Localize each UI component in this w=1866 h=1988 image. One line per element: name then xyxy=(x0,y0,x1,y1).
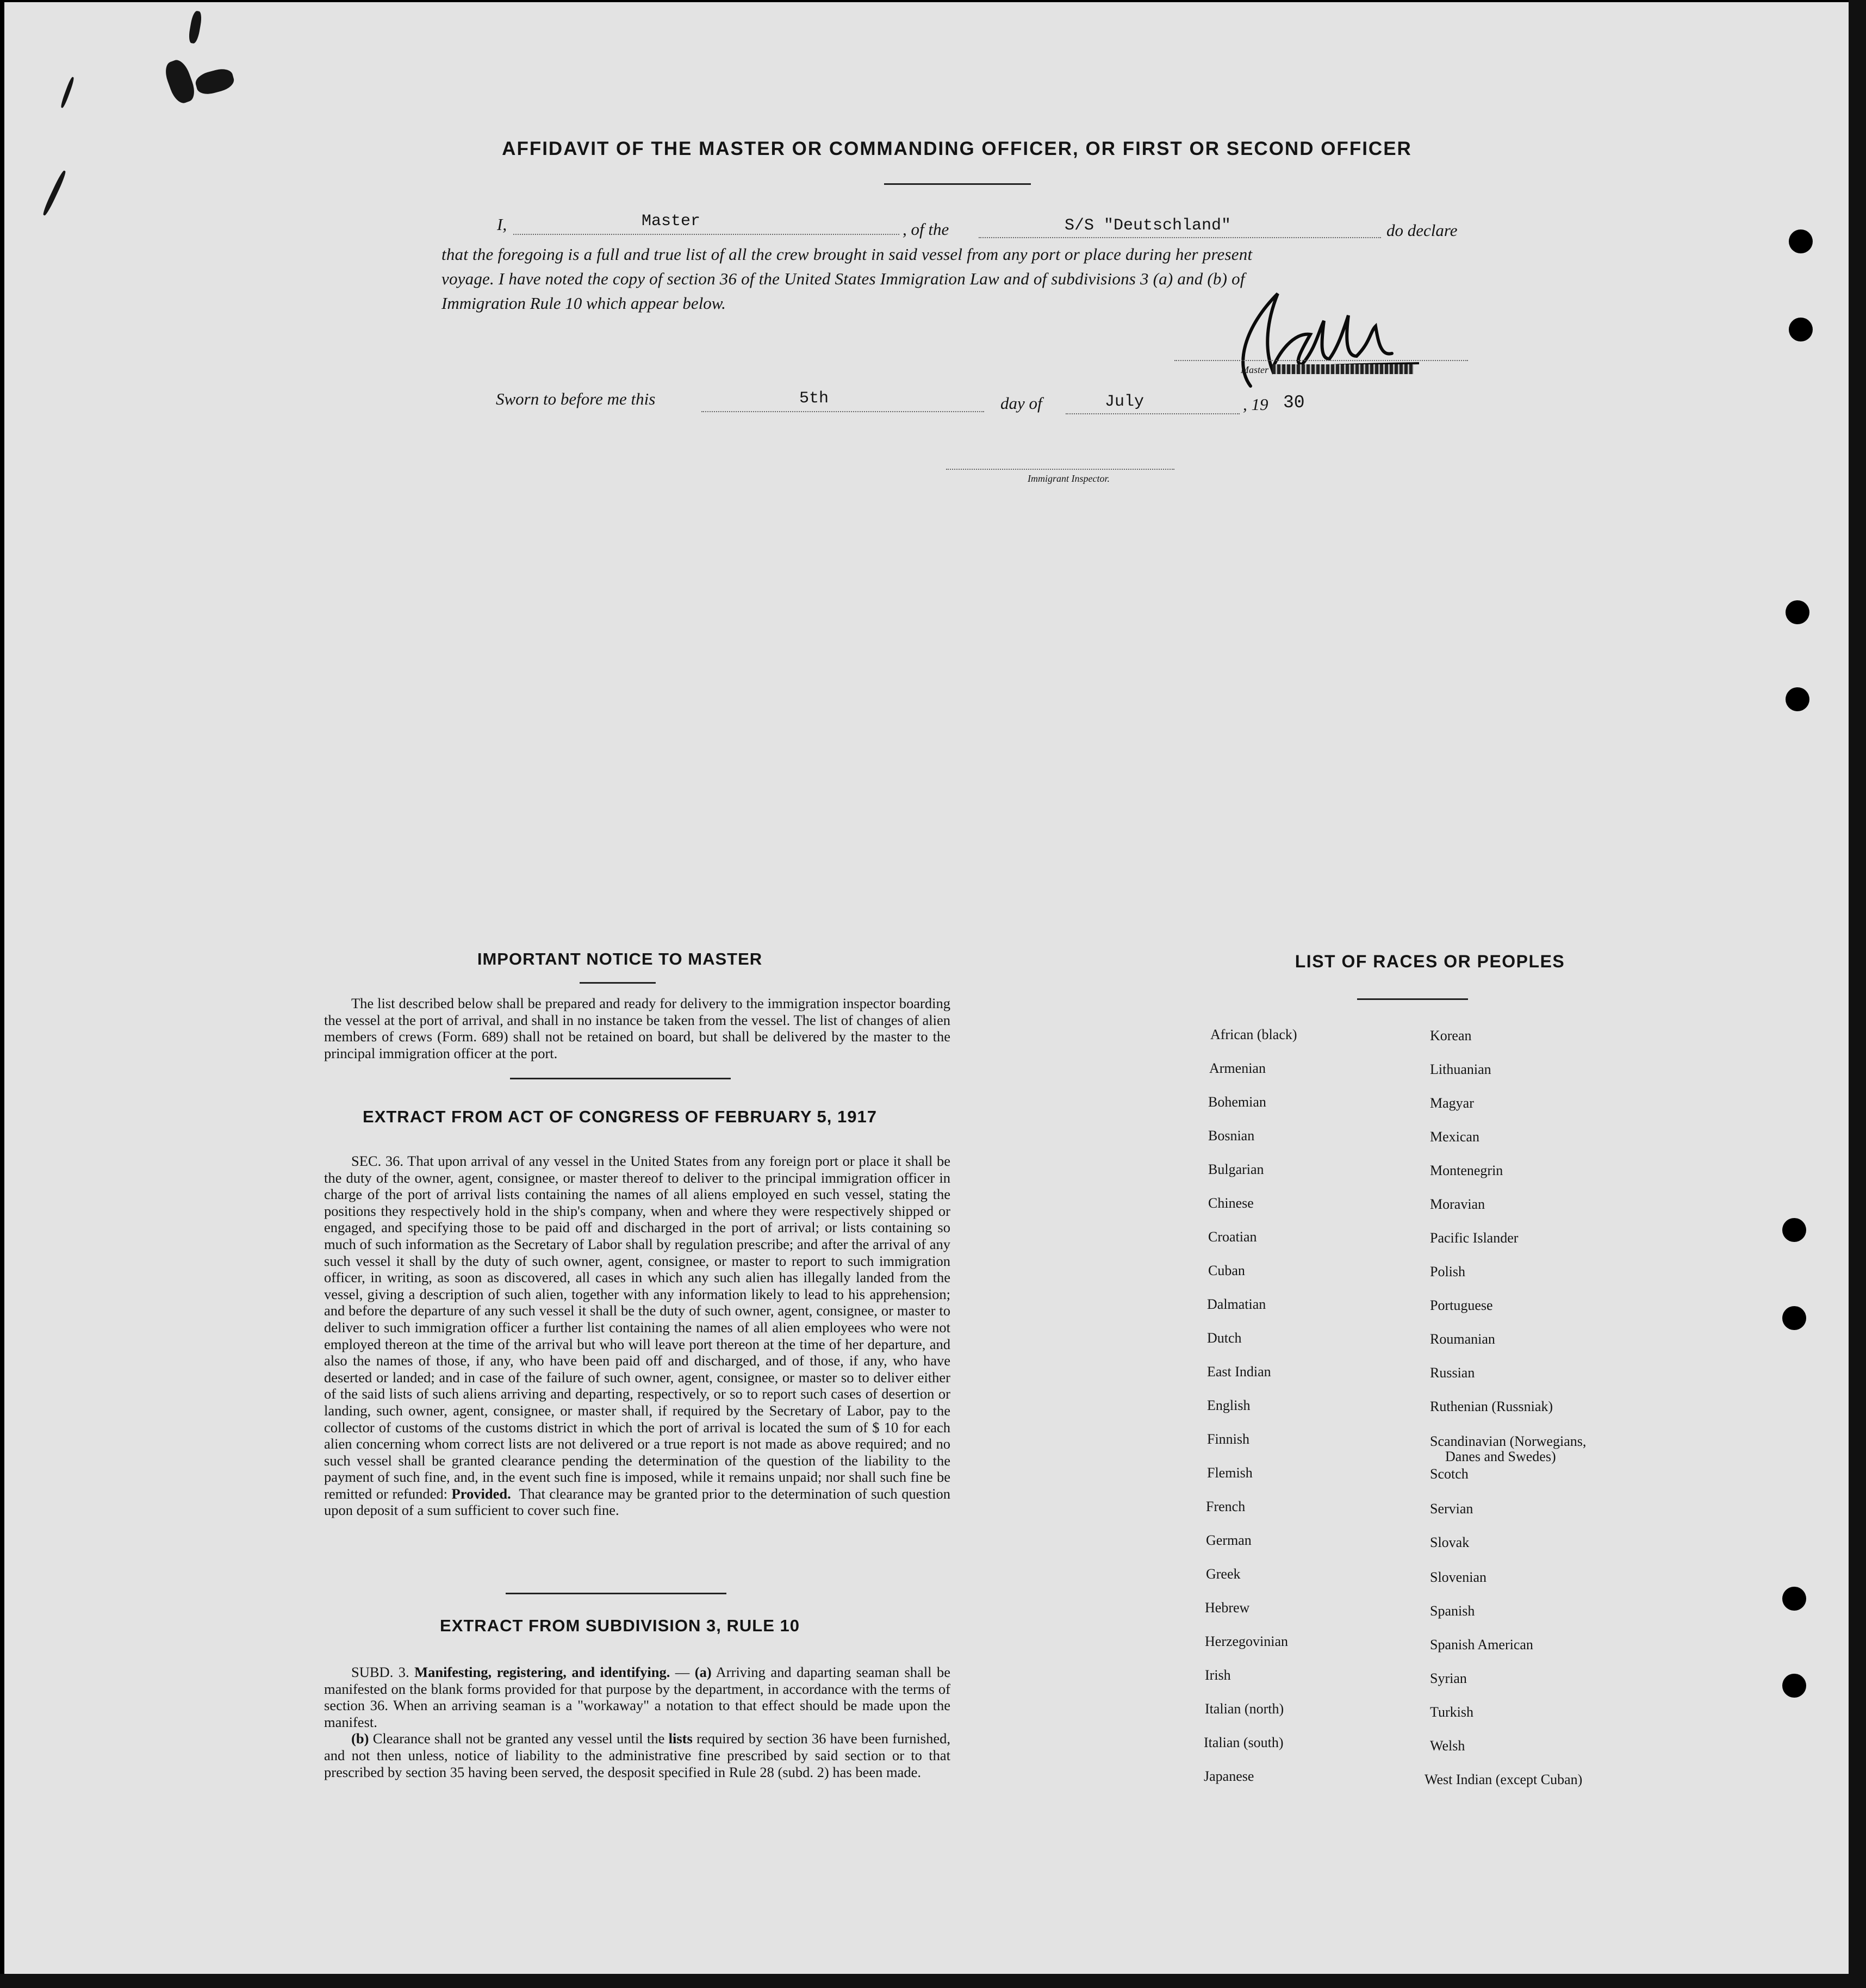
affidavit-line-2: that the foregoing is a full and true list of all the crew brought in said vessel from any port or place during her present xyxy=(441,245,1253,264)
affidavit-line-4: Immigration Rule 10 which appear below. xyxy=(441,294,726,313)
b-label: (b) xyxy=(351,1730,369,1747)
act-body-end: That clearance may be granted prior to the determination of such question upon deposit of a sum sufficient to cover such fine. xyxy=(324,1485,950,1519)
race-item: Magyar xyxy=(1430,1095,1474,1111)
race-item: West Indian (except Cuban) xyxy=(1425,1772,1583,1787)
races-title: LIST OF RACES OR PEOPLES xyxy=(1295,952,1565,971)
race-item: Chinese xyxy=(1208,1195,1254,1211)
race-item: Cuban xyxy=(1208,1263,1245,1278)
divider xyxy=(580,982,656,984)
race-item: Bulgarian xyxy=(1208,1161,1264,1177)
inspector-line xyxy=(946,469,1174,470)
year-field: 30 xyxy=(1283,393,1305,413)
race-item: Lithuanian xyxy=(1430,1061,1491,1077)
binder-hole xyxy=(1782,1587,1806,1611)
race-item: French xyxy=(1206,1499,1246,1514)
race-item: Japanese xyxy=(1204,1768,1254,1784)
race-item: Portuguese xyxy=(1430,1297,1493,1313)
b-text-2: required by section 36 have been furnished, and not then unless, notice of liability to the administrative fine prescribed by said section or to that prescribed by section 35 having been served, the desposit specified in Rule 28 (subd. 2) has been made. xyxy=(324,1730,951,1780)
a-label: (a) xyxy=(694,1664,712,1680)
act-title: EXTRACT FROM ACT OF CONGRESS OF FEBRUARY 5, 1917 xyxy=(363,1107,877,1126)
vessel-field: S/S "Deutschland" xyxy=(1065,216,1231,235)
officer-line xyxy=(513,234,899,235)
binder-hole xyxy=(1789,229,1813,253)
race-item: Bohemian xyxy=(1208,1094,1266,1110)
race-item: Pacific Islander xyxy=(1430,1230,1519,1246)
divider xyxy=(884,183,1031,185)
rule-title: EXTRACT FROM SUBDIVISION 3, RULE 10 xyxy=(440,1616,800,1635)
race-item: Spanish xyxy=(1430,1603,1475,1619)
divider xyxy=(506,1593,726,1594)
notice-title: IMPORTANT NOTICE TO MASTER xyxy=(477,949,763,968)
race-item: Italian (south) xyxy=(1204,1735,1284,1750)
binder-hole xyxy=(1786,687,1809,711)
of-the-label: , of the xyxy=(903,220,949,239)
affidavit-line-3: voyage. I have noted the copy of section 36 of the United States Immigration Law and of subdivisions 3 (a) and (b) of xyxy=(441,269,1245,288)
race-item: Armenian xyxy=(1209,1060,1266,1076)
race-item: Bosnian xyxy=(1208,1128,1255,1144)
race-item: Dalmatian xyxy=(1207,1296,1266,1312)
race-item: Turkish xyxy=(1430,1704,1473,1720)
race-item: Mexican xyxy=(1430,1129,1479,1145)
race-item: Spanish American xyxy=(1430,1637,1533,1652)
race-item: Servian xyxy=(1430,1501,1473,1517)
page-edge-right xyxy=(1849,0,1866,1988)
race-item: Syrian xyxy=(1430,1670,1467,1686)
race-item: Greek xyxy=(1206,1566,1241,1582)
race-item: Montenegrin xyxy=(1430,1163,1503,1178)
b-text-1: Clearance shall not be granted any vessel until the xyxy=(372,1730,665,1747)
race-item: Herzegovinian xyxy=(1205,1633,1289,1649)
subd-prefix: SUBD. 3. xyxy=(351,1664,409,1680)
binder-hole xyxy=(1786,600,1809,624)
day-line xyxy=(701,411,984,412)
race-item: Scandinavian (Norwegians, xyxy=(1430,1433,1587,1449)
race-item: English xyxy=(1207,1397,1251,1413)
race-item: Moravian xyxy=(1430,1196,1485,1212)
binder-hole xyxy=(1782,1306,1806,1330)
rule-text xyxy=(324,1664,950,1780)
signature-line xyxy=(1174,360,1468,361)
divider xyxy=(510,1078,731,1079)
sworn-label: Sworn to before me this xyxy=(496,389,656,408)
race-item: Hebrew xyxy=(1205,1600,1250,1616)
vessel-line xyxy=(979,237,1381,238)
declare-label: do declare xyxy=(1386,221,1458,240)
race-item: Korean xyxy=(1430,1028,1472,1043)
race-item: German xyxy=(1206,1532,1252,1548)
race-item: Finnish xyxy=(1207,1431,1250,1447)
race-item: East Indian xyxy=(1207,1364,1271,1380)
race-item: Russian xyxy=(1430,1365,1475,1381)
race-item: Dutch xyxy=(1207,1330,1242,1346)
inspector-label: Immigrant Inspector. xyxy=(1028,473,1110,484)
dash: — xyxy=(670,1664,695,1680)
binder-hole xyxy=(1782,1674,1806,1698)
act-body: SEC. 36. That upon arrival of any vessel in the United States from any foreign port or place it shall be the duty of the owner, agent, consignee, or master thereof to deliver to the principal immigration officer in charge of the port of arrival lists containing the names of all aliens employed en such vessel, stating the positions they respectively hold in the ship's company, when and where they were respectively shipped or engaged, and specifying those to be paid off and discharged in the port of arrival; or lists containing so much of such information as the Secretary of Labor shall by regulation prescribe; and after the arrival of any such vessel it shall by the duty of such owner, agent, consignee, or master to report to such immigration officer, in writing, as soon as discovered, all cases in which any such alien has illegally landed from the vessel, giving a description of such alien, together with any information likely to lead to his apprehension; and before the departure of any such vessel it shall be the duty of such owner, agent, consignee, or master to deliver to such immigration officer a further list containing the names of all alien employees who were not employed thereon at the time of the arrival but who will leave port thereon at the time of her departure, and also the names of those, if any, who have been paid off and discharged, and of those, if any, who have deserted or landed; and in case of the failure of such owner, agent, consignee, or master so to deliver either of the said lists of such aliens arriving and departing, respectively, or so to report such cases of desertion or landing, such owner, agent, consignee, or master shall, if required by the Secretary of Labor, pay to the collector of customs of the customs district in which the port of arrival is located the sum of $ 10 for each alien concerning whom correct lists are not delivered or a true report is not made as above required; and no such vessel shall be granted clearance pending the determination of the question of the liability to the payment of such fine, and, in the event such fine is imposed, while it remains unpaid; nor shall such fine be remitted or refunded: xyxy=(324,1153,950,1502)
divider xyxy=(1357,998,1468,1000)
binder-hole xyxy=(1782,1218,1806,1242)
race-item: Croatian xyxy=(1208,1229,1257,1245)
race-item: Ruthenian (Russniak) xyxy=(1430,1399,1553,1414)
b-lists: lists xyxy=(668,1730,693,1747)
race-item: Slovenian xyxy=(1430,1569,1486,1585)
month-line xyxy=(1066,413,1240,414)
race-item: Roumanian xyxy=(1430,1331,1495,1347)
master-signature xyxy=(1212,283,1441,402)
race-item: Flemish xyxy=(1207,1465,1253,1481)
month-field: July xyxy=(1105,393,1145,411)
i-label: I, xyxy=(497,215,507,234)
struck-out-title xyxy=(1272,364,1414,374)
race-item-continued: Danes and Swedes) xyxy=(1445,1449,1556,1464)
race-item: Scotch xyxy=(1430,1466,1469,1482)
race-item: Irish xyxy=(1205,1667,1231,1683)
binder-hole xyxy=(1789,318,1813,341)
subd-heading: Manifesting, registering, and identifying. xyxy=(414,1664,670,1680)
affidavit-title: AFFIDAVIT OF THE MASTER OR COMMANDING OFFICER, OR FIRST OR SECOND OFFICER xyxy=(502,138,1412,159)
race-item: Slovak xyxy=(1430,1535,1470,1550)
day-of-label: day of xyxy=(1000,394,1042,413)
provided-label: Provided. xyxy=(451,1485,511,1502)
race-item: Polish xyxy=(1430,1264,1466,1279)
race-item: African (black) xyxy=(1210,1027,1297,1042)
act-text xyxy=(324,1153,950,1519)
officer-field: Master xyxy=(642,212,701,231)
year-prefix: , 19 xyxy=(1243,395,1268,414)
race-item: Welsh xyxy=(1430,1738,1465,1754)
notice-text: The list described below shall be prepared and ready for delivery to the immigration inspector boarding the vessel at the port of arrival, and shall in no instance be taken from the vessel. The list of changes of alien members of crews (Form. 689) shall not be retained on board, but shall be delivered by the master to the principal immigration officer at the port. xyxy=(324,995,950,1061)
page-edge-bottom xyxy=(0,1974,1866,1988)
a-text: Arriving and daparting seaman shall be manifested on the blank forms provided for that purpose by the department, in accordance with the terms of section 36. When an arriving seaman is a "workaway" a notation to that effect should be made upon the manifest. xyxy=(324,1664,951,1730)
race-item: Italian (north) xyxy=(1205,1701,1284,1717)
signature-role: Master xyxy=(1241,364,1268,375)
day-field: 5th xyxy=(799,389,829,408)
